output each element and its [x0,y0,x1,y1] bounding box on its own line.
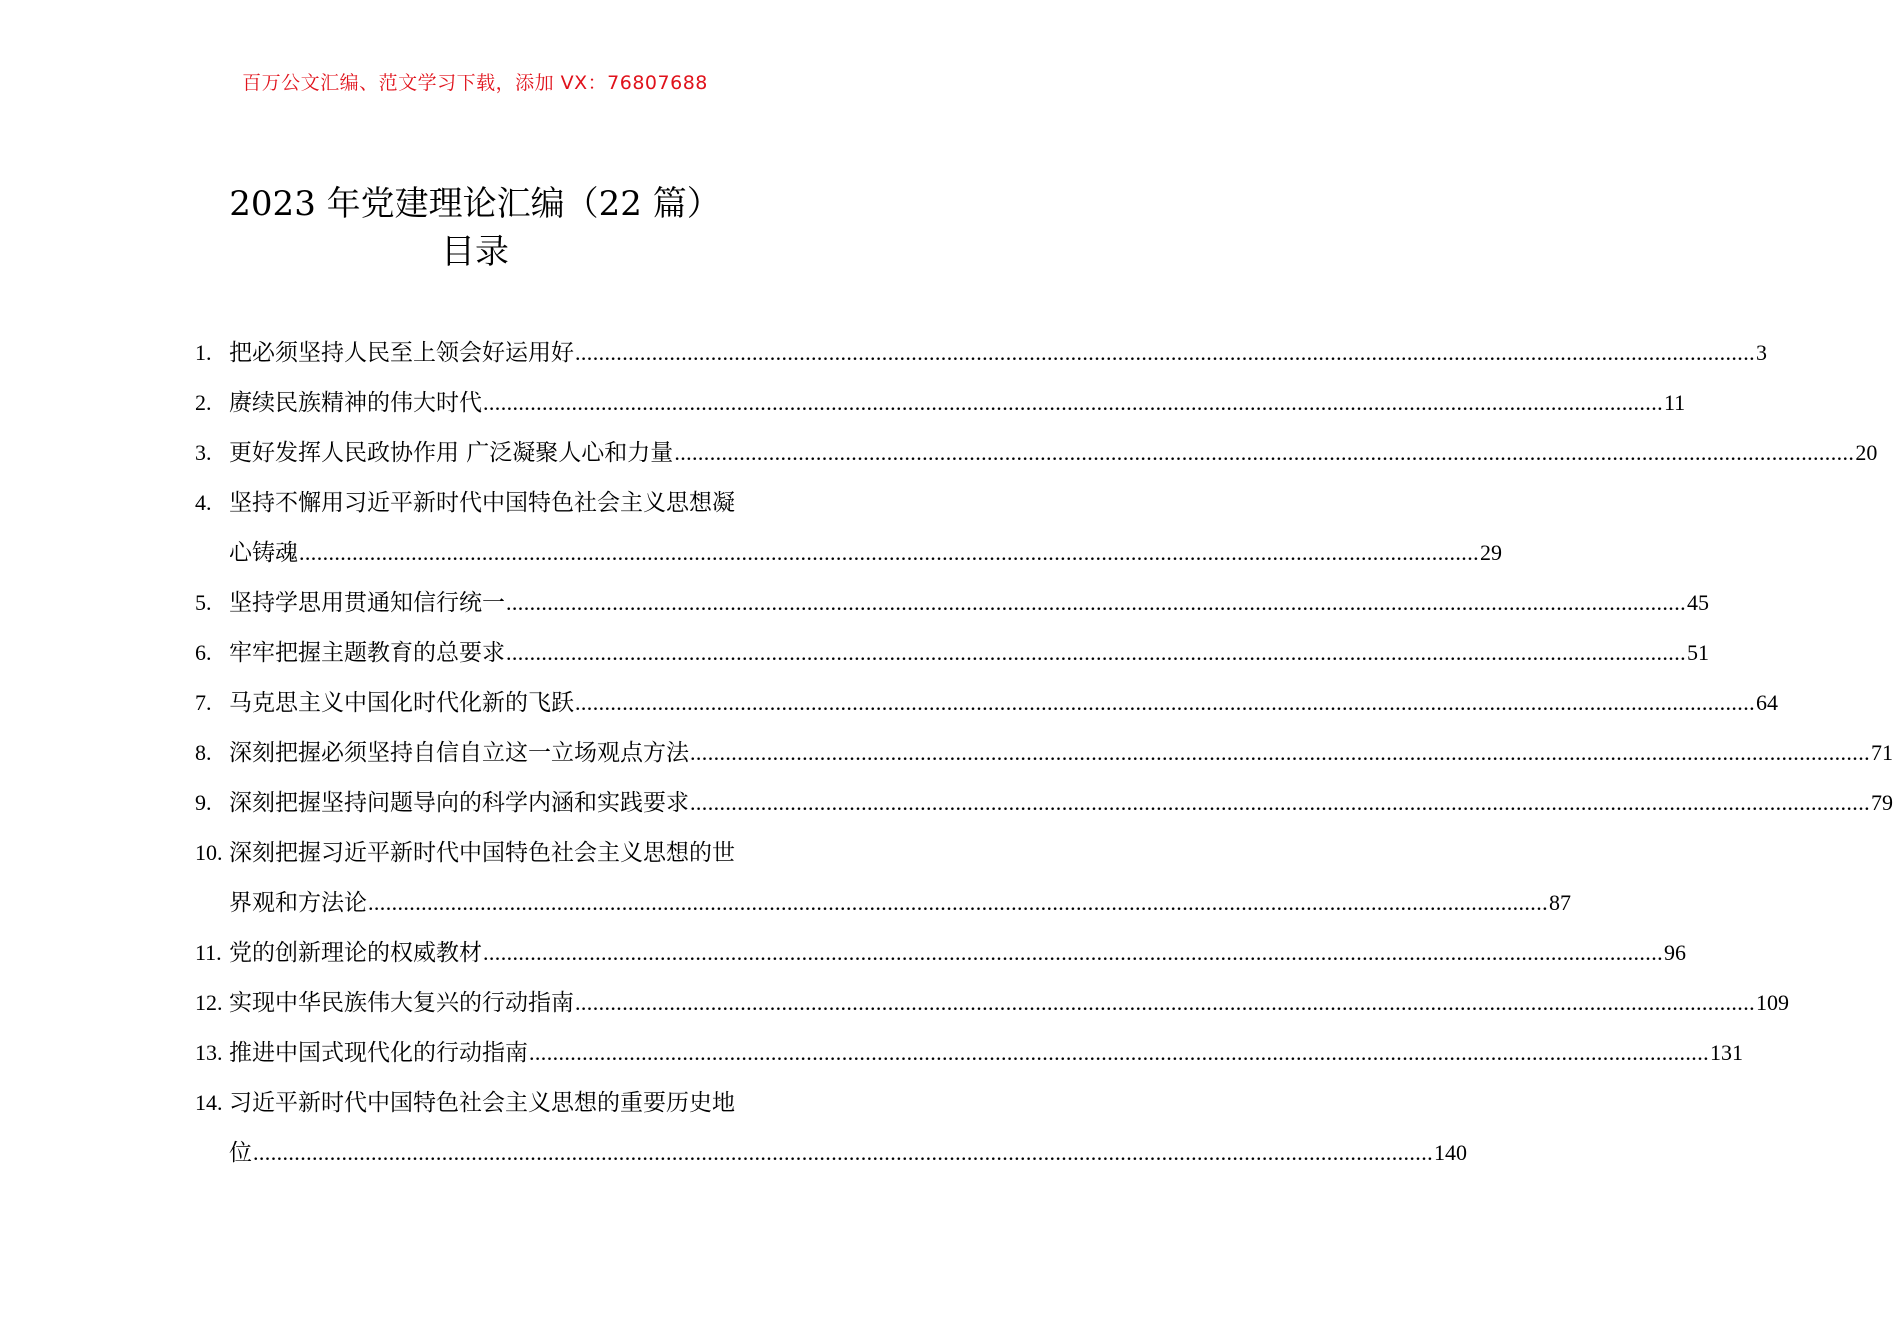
toc-entry[interactable] [195,778,1893,828]
toc-entry-title: 牢牢把握主题教育的总要求 [229,640,505,666]
toc-entry-title: 推进中国式现代化的行动指南 [229,1040,528,1066]
toc-entry-number: 7. [195,690,212,715]
toc-entry-number: 12. [195,990,223,1015]
toc-leader-dots: ........................................................................................................................................................................................................ [506,640,1686,665]
toc-entry[interactable] [195,328,1767,378]
toc-entry-title: 实现中华民族伟大复兴的行动指南 [229,990,574,1016]
toc-entry[interactable] [195,478,807,528]
toc-entry-number: 11. [195,940,222,965]
toc-entry[interactable] [195,578,1709,628]
toc-entry-title: 党的创新理论的权威教材 [229,940,482,966]
toc-entry-title: 把必须坚持人民至上领会好运用好 [229,340,574,366]
toc-entry-number: 8. [195,740,212,765]
toc-entry-number: 5. [195,590,212,615]
toc-entry[interactable] [195,1128,1467,1178]
toc-page-number: 29 [1480,540,1502,565]
toc-leader-dots: ........................................................................................................................................................................................................ [575,690,1755,715]
toc-page-number: 96 [1664,940,1686,965]
toc-entry[interactable] [195,828,807,878]
toc-entry[interactable] [195,728,1893,778]
toc-entry-number: 13. [195,1040,223,1065]
toc-entry-number: 4. [195,490,212,515]
toc-entry-title: 深刻把握坚持问题导向的科学内涵和实践要求 [229,790,689,816]
toc-leader-dots: ........................................................................................................................................................................................................ [690,740,1870,765]
toc-entry-title: 坚持学思用贯通知信行统一 [229,590,505,616]
toc-page-number: 109 [1756,990,1789,1015]
toc-entry-title: 心铸魂 [229,540,298,566]
toc-page-number: 20 [1855,440,1878,465]
toc-entry[interactable] [195,878,1571,928]
toc-entry-number: 10. [195,840,223,865]
toc-entry-title: 界观和方法论 [229,890,367,916]
toc-entry-title: 深刻把握必须坚持自信自立这一立场观点方法 [229,740,689,766]
toc-leader-dots: ........................................................................................................................................................................................................ [483,390,1663,415]
toc-entry-title: 赓续民族精神的伟大时代 [229,390,482,416]
toc-leader-dots: ........................................................................................................................................................................................................ [690,790,1870,815]
toc-page-number: 79 [1871,790,1893,815]
toc-entry-title: 马克思主义中国化时代化新的飞跃 [229,690,574,716]
toc-page-number: 11 [1664,390,1686,415]
table-of-contents [195,328,1893,1178]
toc-page-number: 64 [1756,690,1778,715]
toc-page-number: 45 [1687,590,1709,615]
toc-entry[interactable] [195,628,1709,678]
toc-entry-number: 6. [195,640,212,665]
toc-page-number: 51 [1687,640,1709,665]
toc-page-number: 140 [1434,1140,1467,1165]
toc-entry-title: 习近平新时代中国特色社会主义思想的重要历史地 [229,1090,735,1116]
toc-entry-number: 2. [195,390,212,415]
toc-page-number: 87 [1549,890,1571,915]
toc-entry-number: 9. [195,790,212,815]
toc-leader-dots: ........................................................................................................................................................................................................ [299,540,1479,565]
toc-leader-dots: ........................................................................................................................................................................................................ [253,1140,1433,1165]
toc-leader-dots: ........................................................................................................................................................................................................ [506,590,1686,615]
toc-leader-dots: ........................................................................................................................................................................................................ [575,340,1755,365]
toc-leader-dots: ........................................................................................................................................................................................................ [368,890,1548,915]
toc-entry-number: 1. [195,340,212,365]
toc-entry-title: 位 [229,1140,252,1166]
toc-entry-title: 更好发挥人民政协作用 广泛凝聚人心和力量 [229,440,674,466]
document-title: 2023 年党建理论汇编（22 篇） [229,184,721,224]
toc-leader-dots: ........................................................................................................................................................................................................ [483,940,1663,965]
toc-leader-dots: ........................................................................................................................................................................................................ [575,990,1755,1015]
toc-entry[interactable] [195,528,1502,578]
toc-leader-dots: ........................................................................................................................................................................................................ [674,440,1855,465]
toc-entry[interactable] [195,378,1686,428]
toc-entry-title: 坚持不懈用习近平新时代中国特色社会主义思想凝 [229,490,735,516]
toc-entry[interactable] [195,978,1789,1028]
toc-entry[interactable] [195,928,1686,978]
toc-entry-number: 3. [195,440,212,465]
toc-entry[interactable] [195,1028,1743,1078]
toc-entry-number: 14. [195,1090,223,1115]
toc-entry-title: 深刻把握习近平新时代中国特色社会主义思想的世 [229,840,735,866]
toc-entry[interactable] [195,1078,807,1128]
toc-page-number: 131 [1710,1040,1743,1065]
header-note: 百万公文汇编、范文学习下载，添加 VX：76807688 [242,72,708,94]
toc-heading: 目录 [441,232,509,272]
toc-entry[interactable] [195,678,1778,728]
toc-page-number: 3 [1756,340,1767,365]
toc-leader-dots: ........................................................................................................................................................................................................ [529,1040,1709,1065]
toc-page-number: 71 [1871,740,1893,765]
toc-entry[interactable] [195,428,1878,478]
